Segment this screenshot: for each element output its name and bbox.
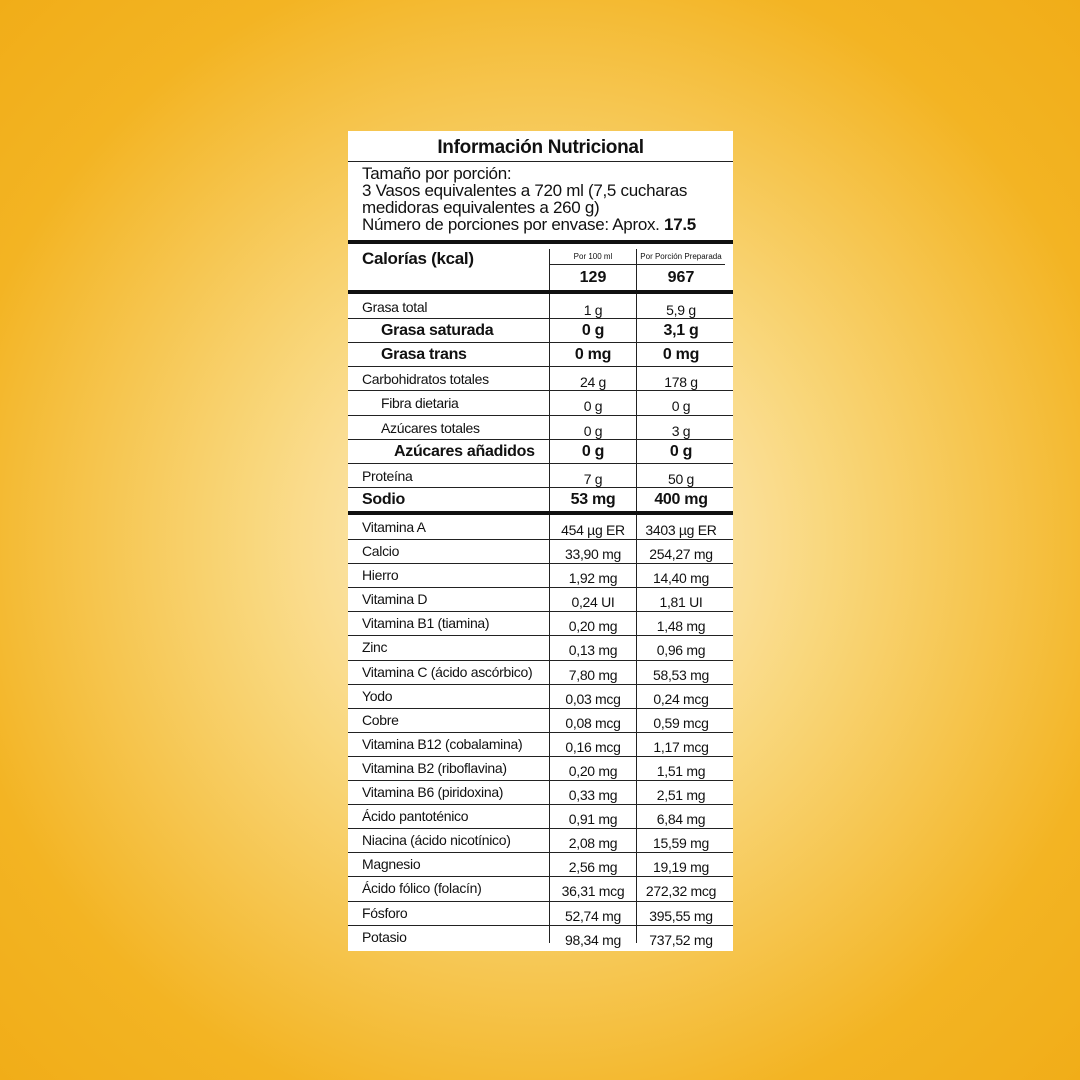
vitamin-value-per-serving: 58,53 mg xyxy=(653,666,709,683)
serving-size-line: 3 Vasos equivalentes a 720 ml (7,5 cucharas xyxy=(362,181,688,200)
divider xyxy=(348,587,733,588)
nutrient-value-per-serving: 3,1 g xyxy=(663,322,699,340)
vitamin-value-per-serving: 14,40 mg xyxy=(653,570,709,587)
nutrient-value-per-100ml: 0 mg xyxy=(574,346,612,364)
vitamin-value-per-100ml: 0,08 mcg xyxy=(565,714,621,731)
vitamin-name: Ácido pantoténico xyxy=(362,808,469,825)
divider xyxy=(348,732,733,733)
nutrient-value-per-serving: 0 mg xyxy=(662,346,700,364)
nutrient-name: Sodio xyxy=(362,490,405,508)
vitamin-value-per-serving: 1,17 mcg xyxy=(653,738,709,755)
vitamin-name: Zinc xyxy=(362,639,388,656)
divider xyxy=(348,828,733,829)
vitamin-name: Vitamina B2 (riboflavina) xyxy=(362,759,507,776)
calories-label: Calorías (kcal) xyxy=(362,249,474,268)
vitamin-value-per-100ml: 33,90 mg xyxy=(565,546,621,562)
vitamin-value-per-100ml: 454 µg ER xyxy=(561,521,625,538)
vitamin-value-per-serving: 19,19 mg xyxy=(653,859,709,876)
vitamin-name: Ácido fólico (folacín) xyxy=(362,880,482,897)
servings-per-container-label: Número de porciones por envase: Aprox. xyxy=(362,215,660,234)
nutrient-name: Carbohidratos totales xyxy=(362,371,489,388)
vitamin-value-per-serving: 1,51 mg xyxy=(656,762,706,779)
nutrient-value-per-100ml: 0 g xyxy=(581,442,605,460)
vitamin-value-per-serving: 0,96 mg xyxy=(656,642,706,659)
nutrient-value-per-100ml: 24 g xyxy=(579,374,607,391)
vitamin-name: Magnesio xyxy=(362,856,421,873)
vitamin-value-per-100ml: 0,91 mg xyxy=(568,811,618,828)
column-header-per-100ml: Por 100 ml xyxy=(573,252,613,261)
vitamin-value-per-serving: 1,81 UI xyxy=(659,594,703,611)
vitamin-value-per-100ml: 0,24 UI xyxy=(571,594,615,611)
divider xyxy=(348,366,733,367)
divider xyxy=(348,635,733,636)
vitamin-value-per-100ml: 0,20 mg xyxy=(568,618,618,635)
vitamin-name: Yodo xyxy=(362,687,393,704)
serving-info xyxy=(348,162,733,244)
vitamin-value-per-serving: 395,55 mg xyxy=(649,907,713,924)
nutrient-value-per-100ml: 7 g xyxy=(583,470,603,487)
divider xyxy=(348,463,733,464)
vitamin-value-per-serving: 254,27 mg xyxy=(649,546,713,562)
vitamin-value-per-100ml: 0,20 mg xyxy=(568,762,618,779)
nutrient-value-per-100ml: 0 g xyxy=(583,398,603,415)
calories-per-serving: 967 xyxy=(667,269,695,286)
column-divider xyxy=(549,249,550,290)
divider xyxy=(550,264,725,265)
vitamin-name: Vitamina A xyxy=(362,518,426,535)
nutrient-value-per-serving: 50 g xyxy=(667,470,695,487)
nutrient-name: Azúcares añadidos xyxy=(394,442,535,460)
divider xyxy=(348,611,733,612)
column-divider xyxy=(549,294,550,511)
nutrient-value-per-100ml: 53 mg xyxy=(570,490,616,508)
nutrient-value-per-serving: 0 g xyxy=(669,442,693,460)
divider xyxy=(348,439,733,440)
divider xyxy=(348,342,733,343)
serving-size-label: Tamaño por porción: xyxy=(362,164,512,183)
column-divider xyxy=(636,515,637,943)
divider xyxy=(348,708,733,709)
divider xyxy=(348,756,733,757)
divider xyxy=(348,660,733,661)
vitamin-name: Vitamina C (ácido ascórbico) xyxy=(362,663,533,680)
nutrient-name: Proteína xyxy=(362,467,413,484)
vitamin-value-per-100ml: 2,56 mg xyxy=(568,859,618,876)
nutrient-value-per-100ml: 1 g xyxy=(583,302,603,318)
vitamin-value-per-serving: 0,24 mcg xyxy=(653,690,709,707)
vitamin-value-per-100ml: 0,03 mcg xyxy=(565,690,621,707)
vitamin-value-per-100ml: 7,80 mg xyxy=(568,666,618,683)
divider xyxy=(348,804,733,805)
servings-per-container-value: 17.5 xyxy=(664,215,696,234)
vitamin-value-per-serving: 6,84 mg xyxy=(656,811,706,828)
nutrient-name: Grasa trans xyxy=(381,346,467,364)
nutrient-name: Azúcares totales xyxy=(381,419,480,436)
vitamin-name: Cobre xyxy=(362,711,399,728)
divider xyxy=(348,852,733,853)
vitamin-name: Fósforo xyxy=(362,904,408,921)
divider xyxy=(348,415,733,416)
vitamin-name: Hierro xyxy=(362,567,399,584)
vitamin-name: Vitamina B12 (cobalamina) xyxy=(362,735,523,752)
serving-size-line: medidoras equivalentes a 260 g) xyxy=(362,198,600,217)
vitamin-value-per-100ml: 0,13 mg xyxy=(568,642,618,659)
vitamin-value-per-100ml: 0,33 mg xyxy=(568,787,618,803)
divider xyxy=(348,487,733,488)
vitamin-name: Vitamina B1 (tiamina) xyxy=(362,615,490,632)
vitamin-value-per-serving: 15,59 mg xyxy=(653,835,709,852)
vitamin-name: Niacina (ácido nicotínico) xyxy=(362,832,511,849)
nutrient-value-per-serving: 0 g xyxy=(671,398,691,415)
nutrient-value-per-100ml: 0 g xyxy=(583,422,603,439)
nutrient-name: Grasa total xyxy=(362,299,428,315)
vitamin-value-per-100ml: 98,34 mg xyxy=(565,931,621,948)
divider xyxy=(348,290,733,294)
divider xyxy=(348,511,733,515)
vitamin-name: Vitamina B6 (piridoxina) xyxy=(362,784,504,800)
nutrient-name: Fibra dietaria xyxy=(381,395,459,412)
vitamin-value-per-100ml: 2,08 mg xyxy=(568,835,618,852)
column-divider xyxy=(549,515,550,943)
nutrient-value-per-serving: 400 mg xyxy=(654,490,708,508)
column-divider xyxy=(636,249,637,290)
nutrient-value-per-serving: 178 g xyxy=(664,374,698,391)
vitamin-value-per-100ml: 0,16 mcg xyxy=(565,738,621,755)
divider xyxy=(348,539,733,540)
divider xyxy=(348,876,733,877)
divider xyxy=(348,684,733,685)
vitamin-value-per-serving: 2,51 mg xyxy=(656,787,706,803)
nutrition-facts-label xyxy=(348,131,733,951)
vitamin-value-per-serving: 272,32 mcg xyxy=(645,883,717,900)
divider xyxy=(348,563,733,564)
vitamin-name: Calcio xyxy=(362,543,400,559)
vitamin-value-per-100ml: 1,92 mg xyxy=(568,570,618,587)
vitamin-value-per-serving: 1,48 mg xyxy=(656,618,706,635)
divider xyxy=(348,901,733,902)
nutrient-value-per-serving: 3 g xyxy=(671,422,691,439)
vitamin-value-per-100ml: 36,31 mcg xyxy=(561,883,625,900)
nutrient-value-per-serving: 5,9 g xyxy=(666,302,696,318)
vitamin-name: Potasio xyxy=(362,928,407,945)
vitamin-value-per-serving: 3403 µg ER xyxy=(645,521,717,538)
calories-per-100ml: 129 xyxy=(579,269,607,286)
label-title: Información Nutricional xyxy=(348,131,733,162)
divider xyxy=(348,780,733,781)
divider xyxy=(348,390,733,391)
column-divider xyxy=(636,294,637,511)
nutrient-value-per-100ml: 0 g xyxy=(581,322,605,340)
vitamin-value-per-100ml: 52,74 mg xyxy=(565,907,621,924)
vitamin-value-per-serving: 0,59 mcg xyxy=(653,714,709,731)
divider xyxy=(348,318,733,319)
divider xyxy=(348,925,733,926)
vitamin-name: Vitamina D xyxy=(362,591,428,608)
servings-per-container xyxy=(362,216,733,233)
nutrient-name: Grasa saturada xyxy=(381,322,494,340)
column-header-per-serving: Por Porción Preparada xyxy=(640,252,722,261)
vitamin-value-per-serving: 737,52 mg xyxy=(649,931,713,948)
